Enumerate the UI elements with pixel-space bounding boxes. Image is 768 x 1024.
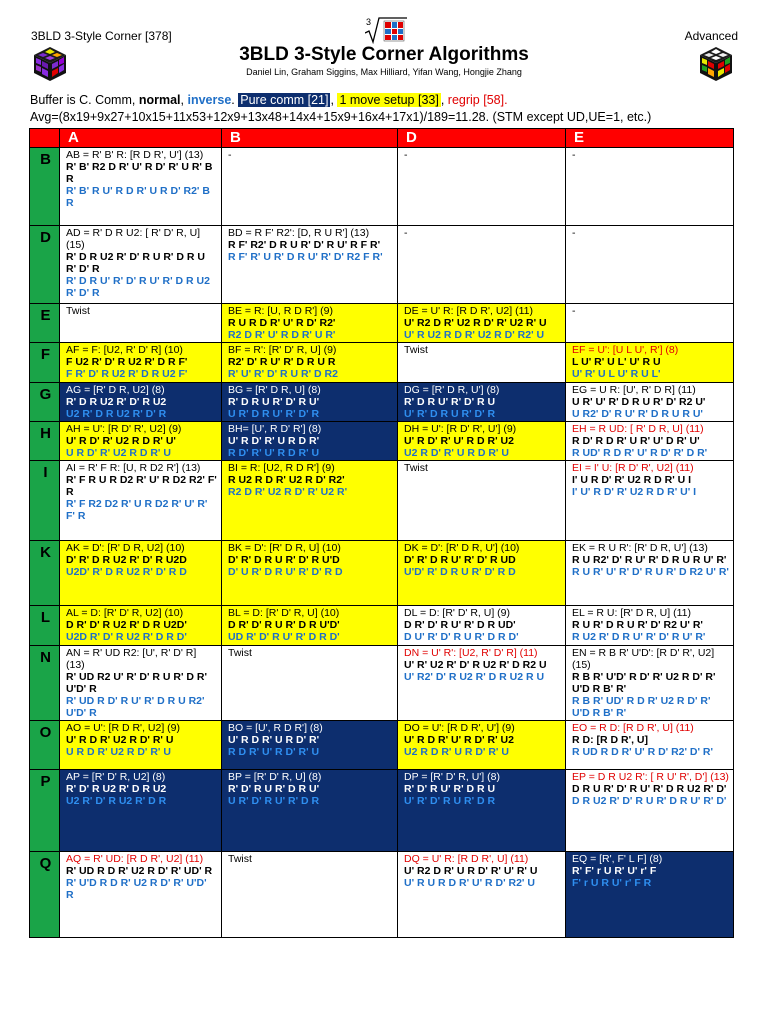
alg-cell xyxy=(222,646,398,721)
alg-inverse: U' R' D' R U R' D R xyxy=(404,795,496,807)
alg-normal: D' R' D R U2 R' D' R U2D xyxy=(66,554,187,566)
alg-cell xyxy=(222,304,398,343)
alg-definition: BP = [R' D' R, U] (8) xyxy=(228,771,322,783)
algorithm-table xyxy=(29,128,734,938)
legend-buffer: Buffer is C. Comm, xyxy=(30,93,136,107)
alg-normal: D R' D' R U R' D R U'D' xyxy=(228,619,340,631)
alg-cell xyxy=(60,343,222,383)
alg-normal: U R' U' R' D R U R' D' R2 U' xyxy=(572,396,706,408)
alg-definition: EQ = [R', F' L F] (8) xyxy=(572,853,663,865)
alg-normal: R' F' r U R' U' r' F xyxy=(572,865,657,877)
table-row xyxy=(30,226,734,304)
alg-inverse: R' U' R' D' R U R' D R2 xyxy=(228,368,338,380)
alg-cell xyxy=(60,304,222,343)
header-left-text: 3BLD 3-Style Corner [378] xyxy=(31,29,172,43)
table-row xyxy=(30,646,734,721)
alg-definition: BD = R F' R2': [D, R U R'] (13) xyxy=(228,227,370,239)
alg-definition: Twist xyxy=(228,647,252,659)
alg-cell xyxy=(60,770,222,852)
row-header: I xyxy=(30,461,60,541)
alg-definition: Twist xyxy=(66,305,90,317)
alg-cell xyxy=(566,606,734,646)
alg-normal: R' D' R U' R' D R U xyxy=(404,783,496,795)
column-header: D xyxy=(398,129,566,148)
alg-definition: AB = R' B' R: [R D R', U'] (13) xyxy=(66,149,204,161)
alg-normal: U' R D' R' U' R D R' U2 xyxy=(404,435,514,447)
alg-cell xyxy=(566,721,734,770)
alg-definition: BL = D: [R' D' R, U] (10) xyxy=(228,607,340,619)
alg-normal: R U R' D R U R' D' R2 U' R' xyxy=(572,619,703,631)
alg-normal: R' D R U' R' D' R U xyxy=(404,396,496,408)
alg-cell xyxy=(60,646,222,721)
table-row xyxy=(30,422,734,461)
alg-inverse: U' R2' D' R U2 R' D R U2 R U xyxy=(404,671,545,683)
alg-definition: DH = U': [R D' R', U'] (9) xyxy=(404,423,517,435)
alg-cell xyxy=(398,304,566,343)
alg-definition: DE = U' R: [R D R', U2] (11) xyxy=(404,305,533,317)
alg-cell xyxy=(60,422,222,461)
header-right-text: Advanced xyxy=(684,29,738,43)
alg-definition: DK = D': [R' D R, U'] (10) xyxy=(404,542,520,554)
alg-inverse: U' R U R D R' U' R D' R2' U xyxy=(404,877,535,889)
alg-inverse: U' R U2 R D R' U2 R D' R2' U xyxy=(404,329,545,341)
alg-definition: AG = [R' D R, U2] (8) xyxy=(66,384,165,396)
alg-definition: AL = D: [R' D' R, U2] (10) xyxy=(66,607,184,619)
alg-normal: R B R' U'D' R D' R' U2 R D' R' U'D R B' R' xyxy=(572,671,716,695)
alg-cell xyxy=(398,646,566,721)
alg-inverse: R F' R' U R' D R U' R' D' R2 F R' xyxy=(228,251,383,263)
legend-line: Buffer is C. Comm, normal, inverse. Pure comm [21] , 1 move setup [33] , regrip [58]. xyxy=(30,93,508,107)
alg-cell xyxy=(566,461,734,541)
alg-cell xyxy=(60,852,222,938)
alg-normal: U' R D R' U' R D' R' U2 xyxy=(404,734,514,746)
alg-definition: BO = [U', R D R'] (8) xyxy=(228,722,323,734)
alg-inverse: R D' R' U' R D R' U xyxy=(228,447,320,459)
alg-cell xyxy=(566,422,734,461)
alg-inverse: U R' D' R U' R' D R xyxy=(228,795,320,807)
alg-definition: AH = U': [R D' R', U2] (9) xyxy=(66,423,182,435)
alg-normal: D R' D' R U2 R' D R U2D' xyxy=(66,619,187,631)
alg-definition: - xyxy=(572,149,576,161)
alg-normal: R' D' R U R' D R U' xyxy=(228,783,320,795)
table-row xyxy=(30,304,734,343)
row-header: E xyxy=(30,304,60,343)
alg-normal: R U R2' D' R U' R' D R U R U' R' xyxy=(572,554,727,566)
table-row xyxy=(30,461,734,541)
alg-inverse: U' R' D R U R' D' R xyxy=(404,408,496,420)
table-row xyxy=(30,343,734,383)
column-header: A xyxy=(60,129,222,148)
alg-inverse: U2D R' D' R U2 R' D R D' xyxy=(66,631,187,643)
alg-cell xyxy=(222,852,398,938)
table-row xyxy=(30,541,734,606)
alg-inverse: R U R' U' R' D' R U R' D R2 U' R' xyxy=(572,566,729,578)
alg-inverse: U R' D R U' R' D' R xyxy=(228,408,320,420)
alg-normal: R' B' R2 D R' U' R D' R' U R' B R xyxy=(66,161,213,185)
alg-definition: AO = U': [R D R', U2] (9) xyxy=(66,722,180,734)
alg-inverse: I' U' R D' R' U2 R D R' U' I xyxy=(572,486,697,498)
logo-index: 3 xyxy=(366,17,372,27)
legend-pure-comm: Pure comm [21] xyxy=(240,93,329,107)
alg-inverse: R' F R2 D2 R' U R D2 R' U' R' F' R xyxy=(66,498,208,522)
alg-cell xyxy=(398,383,566,422)
alg-inverse: D' U R' D R U' R' D' R D xyxy=(228,566,343,578)
alg-normal: R' D R U2 R' D' R U2 xyxy=(66,396,167,408)
alg-cell xyxy=(566,852,734,938)
alg-normal: R' D R U R' D' R U' xyxy=(228,396,320,408)
table-row xyxy=(30,606,734,646)
alg-normal: D' R' D R U' R' D' R UD xyxy=(404,554,516,566)
alg-definition: EN = R B R' U'D': [R D' R', U2] (15) xyxy=(572,647,715,671)
alg-inverse: U2 R' D' R U2 R' D R xyxy=(66,795,167,807)
alg-cell xyxy=(222,422,398,461)
alg-normal: R' F R U R D2 R' U' R D2 R2' F' R xyxy=(66,474,217,498)
alg-inverse: U2D' R' D R U2 R' D' R D xyxy=(66,566,187,578)
alg-definition: Twist xyxy=(404,462,428,474)
alg-normal: D R' D' R U' R' D R UD' xyxy=(404,619,516,631)
alg-definition: DP = [R' D' R, U'] (8) xyxy=(404,771,500,783)
alg-definition: EG = U R: [U', R' D R] (11) xyxy=(572,384,696,396)
alg-inverse: R U2 R' D R U' R' D' R U' R' xyxy=(572,631,706,643)
row-header: B xyxy=(30,148,60,226)
alg-normal: I' U R D' R' U2 R D R' U I xyxy=(572,474,692,486)
alg-cell xyxy=(60,148,222,226)
row-header: N xyxy=(30,646,60,721)
alg-definition: BG = [R' D R, U] (8) xyxy=(228,384,321,396)
alg-cell xyxy=(398,606,566,646)
alg-normal: R D: [R D R', U] xyxy=(572,734,648,746)
alg-normal: D' R' D R U R' D' R U'D xyxy=(228,554,340,566)
alg-cell xyxy=(566,304,734,343)
alg-definition: EK = R U R': [R' D R, U'] (13) xyxy=(572,542,708,554)
alg-cell xyxy=(222,541,398,606)
alg-cell xyxy=(222,148,398,226)
alg-cell xyxy=(222,770,398,852)
alg-normal: U' R2 D R' U R D' R' U' R' U xyxy=(404,865,538,877)
table-row xyxy=(30,770,734,852)
alg-definition: - xyxy=(404,149,408,161)
alg-inverse: R D R' U' R D' R' U xyxy=(228,746,320,758)
alg-normal: U' R D' R' U R D R' xyxy=(228,435,320,447)
alg-cell xyxy=(60,721,222,770)
alg-inverse: F' r U R U' r' F R xyxy=(572,877,652,889)
alg-definition: EO = R D: [R D R', U] (11) xyxy=(572,722,694,734)
alg-cell xyxy=(566,226,734,304)
alg-cell xyxy=(398,461,566,541)
row-header: O xyxy=(30,721,60,770)
average-line: Avg=(8x19+9x27+10x15+11x53+12x9+13x48+14x4+15x9+16x4+17x1)/189=11.28. (STM except UD,UE=1, etc.) xyxy=(30,110,652,124)
alg-normal: R2' D' R U' R' D R U R xyxy=(228,356,336,368)
table-row xyxy=(30,148,734,226)
alg-inverse: UD R' D' R U' R' D R D' xyxy=(228,631,340,643)
alg-definition: DO = U': [R D R', U'] (9) xyxy=(404,722,515,734)
legend-setup: 1 move setup [33] xyxy=(339,93,439,107)
alg-inverse: U'D' R' D R U R' D' R D xyxy=(404,566,516,578)
alg-normal: U' R' U2 R' D' R U2 R' D R2 U xyxy=(404,659,547,671)
alg-definition: - xyxy=(572,305,576,317)
alg-definition: EH = R UD: [ R' D R, U] (11) xyxy=(572,423,704,435)
alg-inverse: D U' R' D' R U R' D R D' xyxy=(404,631,519,643)
alg-normal: R' D R U2 R' D' R U R' D R U R' D' R xyxy=(66,251,205,275)
alg-inverse: R2 D R' U2 R D' R' U2 R' xyxy=(228,486,348,498)
alg-cell xyxy=(566,770,734,852)
alg-normal: U' R D' R' U2 R D R' U' xyxy=(66,435,176,447)
table-row xyxy=(30,383,734,422)
alg-cell xyxy=(222,226,398,304)
cube-root-logo xyxy=(365,16,407,44)
alg-cell xyxy=(222,721,398,770)
row-header: G xyxy=(30,383,60,422)
column-header: B xyxy=(222,129,398,148)
alg-definition: EF = U': [U L U', R'] (8) xyxy=(572,344,679,356)
alg-cell xyxy=(398,721,566,770)
alg-definition: EL = R U: [R' D R, U] (11) xyxy=(572,607,691,619)
alg-cell xyxy=(60,606,222,646)
alg-cell xyxy=(222,461,398,541)
alg-inverse: R2 D R' U' R D R' U R' xyxy=(228,329,336,341)
alg-normal: R' D' R U2 R' D R U2 xyxy=(66,783,167,795)
alg-definition: - xyxy=(572,227,576,239)
alg-definition: AP = [R' D' R, U2] (8) xyxy=(66,771,166,783)
alg-inverse: R' U'D R D R' U2 R D' R' U'D' R xyxy=(66,877,207,901)
page-title: 3BLD 3-Style Corner Algorithms xyxy=(239,44,529,65)
column-header: E xyxy=(566,129,734,148)
alg-inverse: U2 R' D R U2 R' D' R xyxy=(66,408,167,420)
alg-normal: U' R D R' U R D' R' xyxy=(228,734,320,746)
alg-inverse: U2 R D' R' U R D R' U xyxy=(404,447,509,459)
alg-inverse: F R' D' R U2 R' D R U2 F' xyxy=(66,368,188,380)
alg-normal: R D' R D R' U R' U' D R' U' xyxy=(572,435,700,447)
alg-inverse: R UD' R D R' U' R D' R' D R' xyxy=(572,447,708,459)
alg-definition: AQ = R' UD: [R D R', U2] (11) xyxy=(66,853,204,865)
alg-cell xyxy=(398,148,566,226)
row-header: H xyxy=(30,422,60,461)
alg-definition: - xyxy=(228,149,232,161)
alg-cell xyxy=(398,343,566,383)
row-header: Q xyxy=(30,852,60,938)
alg-definition: Twist xyxy=(228,853,252,865)
alg-inverse: R' B' R U' R D R' U R D' R2' B R xyxy=(66,185,210,209)
alg-definition: EI = I' U: [R D' R', U2] (11) xyxy=(572,462,694,474)
alg-cell xyxy=(222,606,398,646)
legend-normal: normal xyxy=(138,93,181,107)
alg-definition: DQ = U' R: [R D R', U] (11) xyxy=(404,853,529,865)
alg-cell xyxy=(60,461,222,541)
alg-definition: - xyxy=(404,227,408,239)
alg-inverse: U R2' D' R U' R' D R U R U' xyxy=(572,408,703,420)
legend-inverse: inverse xyxy=(187,93,232,107)
alg-inverse: R UD R D R' U' R D' R2' D' R' xyxy=(572,746,713,758)
row-header: D xyxy=(30,226,60,304)
alg-cell xyxy=(566,343,734,383)
alg-inverse: U R D' R' U2 R D R' U xyxy=(66,447,171,459)
alg-definition: BF = R': [R' D' R, U] (9) xyxy=(228,344,337,356)
alg-definition: EP = D R U2 R': [ R U' R', D'] (13) xyxy=(572,771,729,783)
alg-normal: D R U R' D' R U' R' D R U2 R' D' xyxy=(572,783,727,795)
alg-definition: DN = U' R': [U2, R' D' R] (11) xyxy=(404,647,538,659)
alg-normal: R U2 R D R' U2 R D' R2' xyxy=(228,474,345,486)
alg-normal: R U R D R' U' R D' R2' xyxy=(228,317,336,329)
alg-definition: AF = F: [U2, R' D' R] (10) xyxy=(66,344,183,356)
row-header: P xyxy=(30,770,60,852)
alg-inverse: R B R' UD' R D R' U2 R D' R' U'D R B' R' xyxy=(572,695,711,719)
alg-normal: F U2 R' D' R U2 R' D R F' xyxy=(66,356,188,368)
alg-inverse: U2 R D R' U R D' R' U xyxy=(404,746,509,758)
alg-definition: AD = R' D R U2: [ R' D' R, U] (15) xyxy=(66,227,201,251)
alg-cell xyxy=(60,541,222,606)
alg-cell xyxy=(60,383,222,422)
alg-definition: BI = R: [U2, R D R'] (9) xyxy=(228,462,335,474)
alg-definition: AK = D': [R' D R, U2] (10) xyxy=(66,542,185,554)
alg-definition: AI = R' F R: [U, R D2 R'] (13) xyxy=(66,462,201,474)
authors: Daniel Lin, Graham Siggins, Max Hilliard, Yifan Wang, Hongjie Zhang xyxy=(246,67,522,77)
alg-cell xyxy=(566,646,734,721)
alg-cell xyxy=(566,148,734,226)
alg-inverse: U' R' U L U' R U L' xyxy=(572,368,661,380)
table-corner xyxy=(30,129,60,148)
legend-regrip: regrip [58]. xyxy=(447,93,508,107)
alg-cell xyxy=(60,226,222,304)
row-header: F xyxy=(30,343,60,383)
alg-definition: AN = R' UD R2: [U', R' D' R] (13) xyxy=(66,647,197,671)
alg-normal: R' UD R D R' U2 R D' R' UD' R xyxy=(66,865,213,877)
alg-normal: L U' R' U L' U' R U xyxy=(572,356,661,368)
alg-definition: Twist xyxy=(404,344,428,356)
alg-definition: BE = R: [U, R D R'] (9) xyxy=(228,305,333,317)
alg-cell xyxy=(222,383,398,422)
alg-cell xyxy=(398,422,566,461)
alg-cell xyxy=(398,226,566,304)
alg-cell xyxy=(222,343,398,383)
alg-inverse: D R U2 R' D' R U R' D R U' R' D' xyxy=(572,795,727,807)
alg-inverse: R' D R U' R' D' R U' R' D R U2 R' D' R xyxy=(66,275,210,299)
alg-cell xyxy=(566,541,734,606)
alg-cell xyxy=(398,852,566,938)
alg-definition: DG = [R' D R, U'] (8) xyxy=(404,384,500,396)
alg-inverse: U R D R' U2 R D' R' U xyxy=(66,746,171,758)
alg-normal: R' UD R2 U' R' D' R U R' D R' U'D' R xyxy=(66,671,207,695)
table-row xyxy=(30,721,734,770)
alg-definition: DL = D: [R' D' R, U] (9) xyxy=(404,607,511,619)
alg-cell xyxy=(398,541,566,606)
alg-cell xyxy=(398,770,566,852)
row-header: K xyxy=(30,541,60,606)
table-row xyxy=(30,852,734,938)
alg-inverse: R' UD R D' R U' R' D R U R2' U'D' R xyxy=(66,695,205,719)
alg-definition: BH= [U', R D' R'] (8) xyxy=(228,423,322,435)
row-header: L xyxy=(30,606,60,646)
alg-normal: R F' R2' D R U R' D' R U' R F R' xyxy=(228,239,381,251)
alg-definition: BK = D': [R' D R, U] (10) xyxy=(228,542,341,554)
alg-normal: U' R D R' U2 R D' R' U xyxy=(66,734,174,746)
alg-cell xyxy=(566,383,734,422)
alg-normal: U' R2 D R' U2 R D' R' U2 R' U xyxy=(404,317,547,329)
